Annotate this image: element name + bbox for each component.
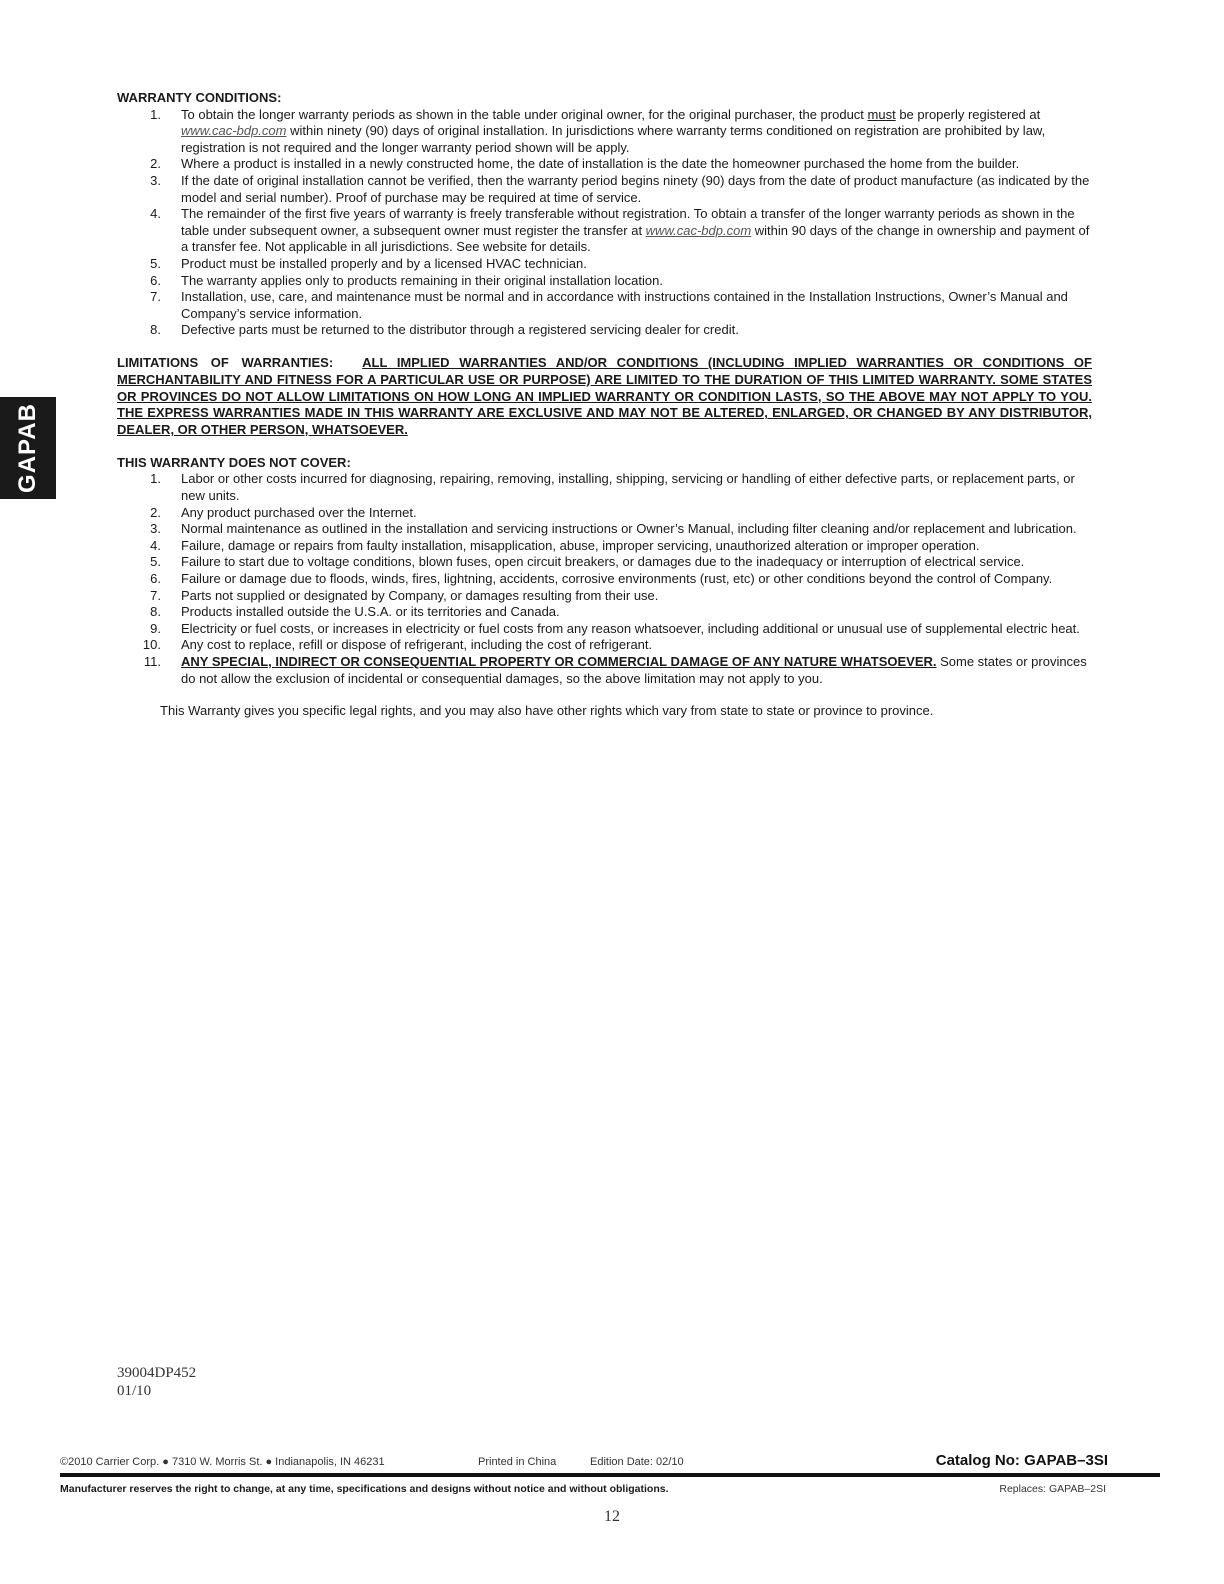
item-number: 10. — [142, 637, 161, 653]
list-item — [117, 289, 1092, 322]
item-text: within 90 days of the change in ownership and payment of a transfer fee. Not applicable in all jurisdictions. See website for details. — [181, 222, 1090, 255]
list-item — [117, 107, 1092, 157]
not-cover-list — [117, 471, 1092, 687]
item-number: 2. — [150, 504, 161, 520]
item-text: The warranty applies only to products remaining in their original installation location. — [181, 272, 663, 288]
edition-date: Edition Date: 02/10 — [590, 1456, 684, 1468]
document-number-block — [117, 1364, 196, 1400]
list-item — [117, 156, 1092, 173]
limitations-label: LIMITATIONS OF WARRANTIES: — [117, 354, 334, 370]
item-number: 8. — [150, 604, 161, 620]
item-text: Product must be installed properly and by a licensed HVAC technician. — [181, 255, 587, 271]
manufacturer-notice: Manufacturer reserves the right to change, at any time, specifications and designs without notice and without obligations. — [60, 1483, 669, 1495]
document-number: 39004DP452 — [117, 1365, 197, 1381]
item-number: 4. — [150, 537, 161, 553]
list-item — [117, 173, 1092, 206]
item-number: 4. — [150, 206, 161, 222]
list-item — [117, 554, 1092, 571]
item-number: 5. — [150, 255, 161, 271]
copyright: ©2010 Carrier Corp. ● 7310 W. Morris St. ● Indianapolis, IN 46231 — [60, 1456, 385, 1468]
page-number: 12 — [604, 1508, 620, 1525]
website-link[interactable]: www.cac-bdp.com — [645, 222, 752, 238]
list-item — [117, 538, 1092, 555]
item-text: be properly registered at — [895, 106, 1041, 122]
not-cover-heading: THIS WARRANTY DOES NOT COVER: — [117, 454, 351, 470]
limitations-paragraph — [117, 355, 1092, 439]
closing-statement: This Warranty gives you specific legal rights, and you may also have other rights which vary from state to state or province to province. — [160, 703, 934, 719]
document-date: 01/10 — [117, 1383, 152, 1399]
list-item — [117, 637, 1092, 654]
footer-top — [60, 1452, 1158, 1472]
item-text: Some states or provinces do not allow the exclusion of incidental or consequential damages, so the above limitation may not apply to you. — [181, 654, 1087, 686]
not-cover-section — [117, 455, 1092, 687]
list-item — [117, 322, 1092, 339]
item-text: Failure or damage due to floods, winds, fires, lightning, accidents, corrosive environments (rust, etc) or other conditions beyond the control of Company. — [181, 571, 1053, 587]
item-number: 9. — [150, 620, 161, 636]
list-item — [117, 654, 1092, 687]
list-item — [117, 471, 1092, 504]
item-text: Electricity or fuel costs, or increases in electricity or fuel costs from any reason whatsoever, including additional or unusual use of supplemental electric heat. — [181, 620, 1080, 636]
list-item — [117, 588, 1092, 605]
item-text: Where a product is installed in a newly constructed home, the date of installation is the date the homeowner purchased the home from the builder. — [181, 156, 1020, 172]
item-number: 6. — [150, 272, 161, 288]
item-number: 3. — [150, 172, 161, 188]
list-item — [117, 571, 1092, 588]
website-link[interactable]: www.cac-bdp.com — [181, 123, 287, 139]
item-text: Normal maintenance as outlined in the installation and servicing instructions or Owner’s Manual, including filter cleaning and/or replacement and lubrication. — [181, 521, 1077, 537]
item-text: Defective parts must be returned to the distributor through a registered servicing dealer for credit. — [181, 322, 739, 338]
item-text: To obtain the longer warranty periods as shown in the table under original owner, for the original purchaser, the product — [181, 106, 868, 122]
item-number: 3. — [150, 521, 161, 537]
item-text: Installation, use, care, and maintenance must be normal and in accordance with instructions contained in the Installation Instructions, Owner’s Manual and Company’s service information. — [181, 289, 1068, 321]
list-item — [117, 505, 1092, 522]
item-text: The remainder of the first five years of warranty is freely transferable without registration. To obtain a transfer of the longer warranty periods as shown in the table under subsequent owner, a subsequent owner must register the transfer at — [181, 206, 1075, 238]
item-text: Products installed outside the U.S.A. or its territories and Canada. — [181, 604, 560, 620]
item-number: 1. — [150, 106, 161, 122]
item-text: If the date of original installation cannot be verified, then the warranty period begins ninety (90) days from the date of product manufacture (as indicated by the model and serial number). Proof of purchase may be required at time of service. — [181, 172, 1090, 205]
replaces-label: Replaces: GAPAB–2SI — [999, 1483, 1106, 1495]
printed-in: Printed in China — [478, 1456, 557, 1468]
item-text: Failure, damage or repairs from faulty installation, misapplication, abuse, improper servicing, unauthorized alteration or improper operation. — [181, 537, 980, 553]
item-number: 8. — [150, 322, 161, 338]
limitations-text: ALL IMPLIED WARRANTIES AND/OR CONDITIONS (INCLUDING IMPLIED WARRANTIES OR CONDITIONS OF MERCHANTABILITY AND FITNESS FOR A PARTICULAR USE OR PURPOSE) ARE LIMITED TO THE DURATION OF THIS LIMITED WARRANTY. SOME STATES OR PROVINCES DO NOT ALLOW LIMITATIONS ON HOW LONG AN IMPLIED WARRANTY OR CONDITION LASTS, SO THE ABOVE MAY NOT APPLY TO YOU. THE EXPRESS WARRANTIES MADE IN THIS WARRANTY ARE EXCLUSIVE AND MAY NOT BE ALTERED, ENLARGED, OR CHANGED BY ANY DISTRIBUTOR, DEALER, OR OTHER PERSON, WHATSOEVER. — [117, 354, 1092, 438]
item-text: within ninety (90) days of original installation. In jurisdictions where warranty terms conditioned on registration are prohibited by law, registration is not required and the longer warranty period shown will be apply. — [181, 123, 1046, 155]
item-emphasis: ANY SPECIAL, INDIRECT OR CONSEQUENTIAL PROPERTY OR COMMERCIAL DAMAGE OF ANY NATURE WHATSOEVER. — [181, 654, 937, 670]
warranty-content — [117, 90, 1092, 733]
side-tab — [0, 397, 56, 499]
item-number: 11. — [143, 654, 161, 670]
item-number: 7. — [150, 587, 161, 603]
item-number: 1. — [150, 471, 161, 487]
side-tab-label: GAPAB — [14, 403, 42, 493]
item-number: 2. — [150, 156, 161, 172]
list-item — [117, 256, 1092, 273]
item-number: 7. — [150, 289, 161, 305]
list-item — [117, 273, 1092, 290]
warranty-conditions-list — [117, 107, 1092, 339]
item-text: Any cost to replace, refill or dispose of refrigerant, including the cost of refrigerant. — [181, 637, 653, 653]
footer-rule — [60, 1473, 1160, 1477]
list-item — [117, 521, 1092, 538]
catalog-number: Catalog No: GAPAB–3SI — [935, 1452, 1108, 1469]
item-text: Labor or other costs incurred for diagnosing, repairing, removing, installing, shipping, servicing or handling of either defective parts, or replacement parts, or new units. — [181, 471, 1075, 504]
list-item — [117, 604, 1092, 621]
item-number: 5. — [150, 554, 161, 570]
list-item — [117, 621, 1092, 638]
item-text: Failure to start due to voltage conditions, blown fuses, open circuit breakers, or damages due to the inadequacy or interruption of electrical service. — [181, 554, 1025, 570]
list-item — [117, 206, 1092, 256]
warranty-conditions-heading: WARRANTY CONDITIONS: — [117, 90, 282, 105]
emphasis-must: must — [867, 106, 896, 122]
item-number: 6. — [150, 571, 161, 587]
item-text: Any product purchased over the Internet. — [181, 504, 417, 520]
item-text: Parts not supplied or designated by Company, or damages resulting from their use. — [181, 587, 659, 603]
